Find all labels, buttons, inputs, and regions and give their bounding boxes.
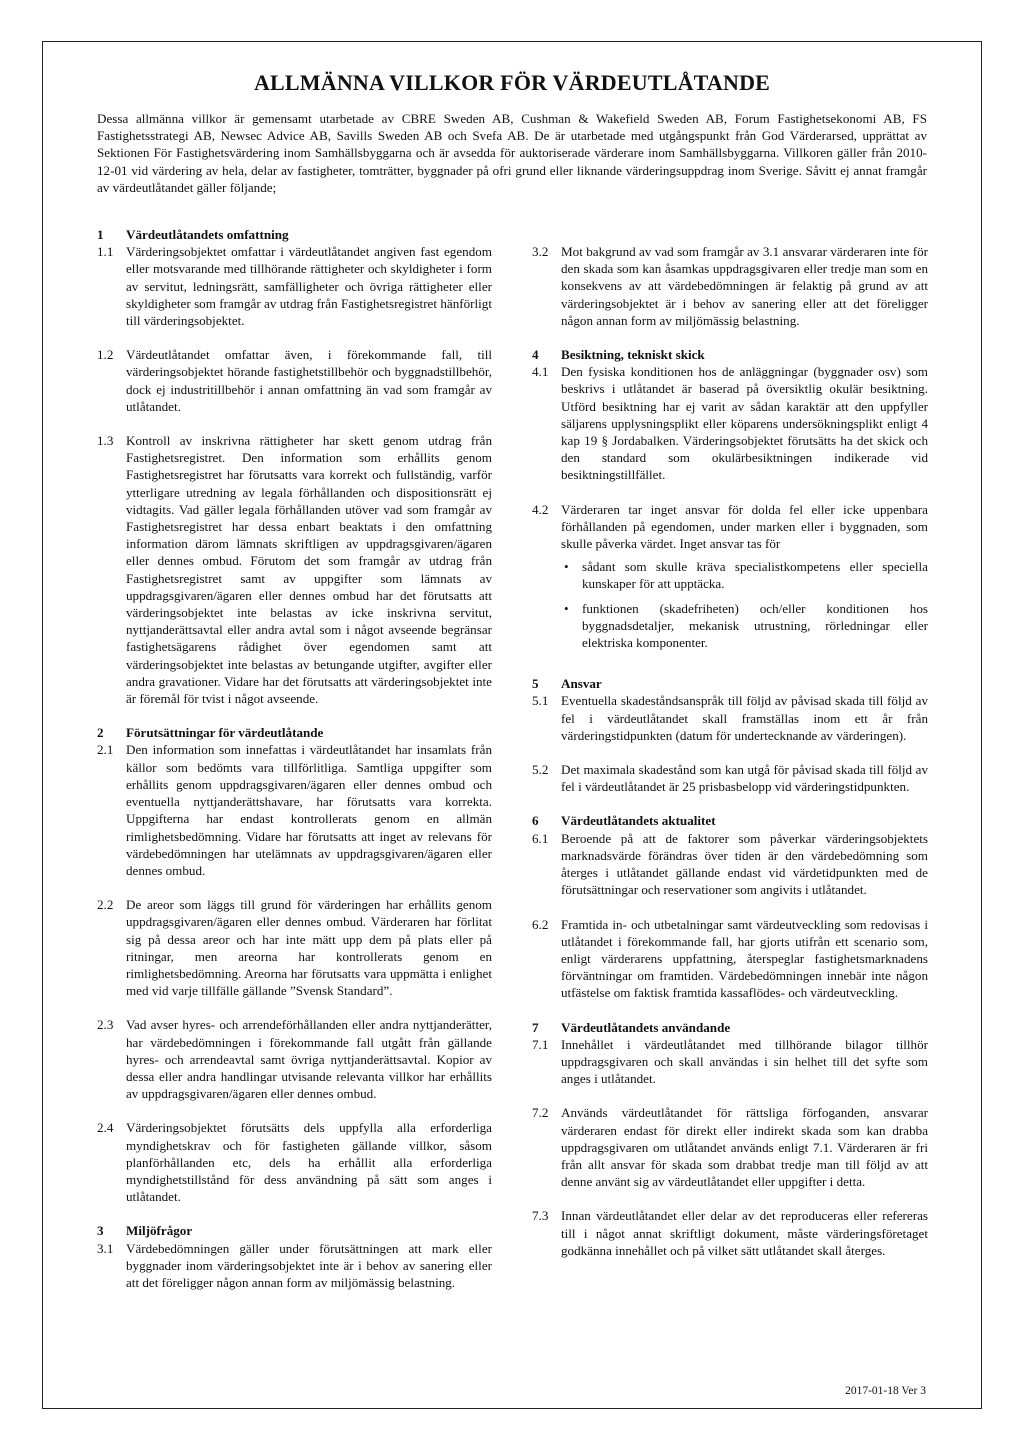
clause-body [561, 501, 928, 659]
clause [97, 1240, 492, 1292]
clause [532, 243, 928, 329]
section-1 [97, 226, 492, 707]
section-4 [532, 346, 928, 658]
section-heading [532, 812, 928, 829]
clause [532, 830, 928, 899]
clause-number: 7.1 [532, 1036, 549, 1052]
bullet-icon: • [564, 600, 569, 616]
clause-text: Det maximala skadestånd som kan utgå för påvisad skada till följd av fel i värdeutlåtandet är 25 prisbasbelopp vid värderingstidpunkten. [561, 762, 928, 795]
clause [532, 501, 928, 659]
clause-number: 6.1 [532, 830, 549, 846]
section-number: 2 [97, 725, 104, 741]
section-number: 5 [532, 676, 539, 692]
clause-number: 1.1 [97, 244, 114, 260]
clause-text: Framtida in- och utbetalningar samt värdeutveckling som redovisas i utlåtandet i förekommande fall, har gjorts utifrån ett scenario som, enligt värderarens uppfattning, återspeglar fastighetsmarknadens förväntningar om framtiden. Värdebedömningen innebär inte någon utfästelse om faktisk framtida kassaflödes- och värdeutveckling. [561, 916, 928, 1001]
clause-number: 5.1 [532, 693, 549, 709]
section-7 [532, 1019, 928, 1259]
clause [532, 1207, 928, 1259]
section-number: 3 [97, 1223, 104, 1239]
clause-number: 4.2 [532, 501, 549, 517]
bullet-item [561, 600, 928, 652]
section-3 [97, 1222, 492, 1291]
clause [97, 432, 492, 707]
clause [97, 741, 492, 879]
section-heading [532, 346, 928, 363]
intro-paragraph: Dessa allmänna villkor är gemensamt utarbetade av CBRE Sweden AB, Cushman & Wakefield Sweden AB, Forum Fastighetsekonomi AB, FS Fastighetsstrategi AB, Newsec Advice AB, Savills Sweden AB och Svefa AB. De är utarbetade med utgångspunkt från God Värderarsed, upprättat av Sektionen För Fastighetsvärdering inom Samhällsbyggarna och är avsedda för auktoriserade värderare inom Samhällsbyggarna. Villkoren gäller från 2010-12-01 vid värdering av hela, delar av fastigheter, tomträtter, byggnader på ofri grund eller liknande värderingsuppdrag inom Sverige. Såvitt ej annat framgår av värdeutlåtandet gäller följande; [97, 111, 927, 195]
clause [532, 761, 928, 795]
clause-text: Den information som innefattas i värdeutlåtandet har insamlats från källor som bedömts vara tillförlitliga. Samtliga uppgifter som erhållits genom uppdragsgivaren/ägaren eller dennes ombud och eventuella nyttjanderättshavare, har förutsatts vara korrekta. Uppgifterna har endast kontrollerats genom en allmän rimlighetsbedömning. Vidare har förutsatts att inget av relevans för värdebedömningen har utelämnats av uppdragsgivaren/ägaren eller dennes ombud. [126, 742, 492, 878]
clause-number: 1.2 [97, 347, 114, 363]
clause-text: Värdeutlåtandet omfattar även, i förekommande fall, till värderingsobjektet hörande fastighetstillbehör och byggnadstillbehör, dock ej industritillbehör i annan omfattning än vad som framgår av utlåtandet. [126, 347, 492, 414]
document-title: ALLMÄNNA VILLKOR FÖR VÄRDEUTLÅTANDE [253, 70, 771, 95]
clause [97, 243, 492, 329]
clause-text: Innehållet i värdeutlåtandet med tillhörande bilagor tillhör uppdragsgivaren och skall användas i sin helhet till det syfte som anges i utlåtandet. [561, 1036, 928, 1087]
section-number: 4 [532, 347, 539, 363]
bullet-item [561, 558, 928, 592]
clause-number: 7.3 [532, 1208, 549, 1224]
section-title: Besiktning, tekniskt skick [561, 347, 705, 363]
clause-number: 2.1 [97, 742, 114, 758]
section-5 [532, 675, 928, 795]
section-6 [532, 812, 928, 1001]
clause-number: 6.2 [532, 916, 549, 932]
clause-text: Värderingsobjektet förutsätts dels uppfylla alla erforderliga myndighetskrav och för fastigheten gällande villkor, såsom planförhållanden etc, dels ha erhållit alla erforderliga myndighetstillstånd för dess användning på sätt som anges i utlåtandet. [126, 1120, 492, 1205]
clause [97, 346, 492, 415]
section-heading [97, 724, 492, 741]
clause-text: Vad avser hyres- och arrendeförhållanden eller andra nyttjanderätter, har värdebedömningen i förekommande fall utgått från gällande hyres- och arrendeavtal samt övriga nyttjanderättsavtal. Kopior av dessa eller andra handlingar utvisande relevanta villkor har erhållits av uppdragsgivaren/ägaren eller dennes ombud. [126, 1017, 492, 1102]
clause [532, 363, 928, 483]
right-column [532, 226, 928, 1276]
section-title: Värdeutlåtandets aktualitet [561, 813, 716, 829]
left-column [97, 226, 492, 1308]
clause [97, 1119, 492, 1205]
clause-number: 7.2 [532, 1105, 549, 1121]
section-heading [97, 1222, 492, 1239]
clause [97, 896, 492, 999]
section-2 [97, 724, 492, 1205]
section-title: Värdeutlåtandets användande [561, 1019, 731, 1035]
clause-number: 2.2 [97, 897, 114, 913]
clause-number: 3.1 [97, 1240, 114, 1256]
section-number: 1 [97, 227, 104, 242]
section-title: Miljöfrågor [126, 1223, 193, 1239]
clause-text: Beroende på att de faktorer som påverkar värderingsobjektets marknadsvärde förändras över tiden är den värdebedömning som återges i utlåtandet gällande endast vid värdetidpunkten med de förutsättningar och reservationer som angivits i utlåtandet. [561, 830, 928, 898]
section-heading [532, 675, 928, 692]
clause-text: De areor som läggs till grund för värderingen har erhållits genom uppdragsgivaren/ägaren eller dennes ombud. Värderaren har förlitat sig på dessa areor och har inte mätt upp dem på plats eller på ritningar, men areorna har kontrollerats genom en rimlighetsbedömning. Areorna har förutsatts vara uppmätta i enlighet med vid varje tillfälle gällande ”Svensk Standard”. [126, 897, 492, 999]
bullet-icon: • [564, 559, 569, 575]
clause-text: Innan värdeutlåtandet eller delar av det reproduceras eller refereras till i något annat skriftligt dokument, måste värderingsföretaget godkänna innehållet och på vilket sätt utlåtandet skall återges. [561, 1208, 928, 1258]
clause-text: Eventuella skadeståndsanspråk till följd av påvisad skada till följd av fel i värdeutlåtandet skall framställas inom ett år från värderingstidpunkten (datum för undertecknande av värderingen). [561, 693, 928, 743]
bullet-text: sådant som skulle kräva specialistkompetens eller speciella kunskaper för att upptäcka. [582, 559, 928, 592]
clause [532, 916, 928, 1002]
clause-text: Värderaren tar inget ansvar för dolda fel eller icke uppenbara förhållanden på egendomen, under marken eller i byggnaden, som skulle påverka värdet. Inget ansvar tas för [561, 501, 928, 552]
clause [97, 1016, 492, 1102]
clause-text: Används värdeutlåtandet för rättsliga förfoganden, ansvarar värderaren endast för direkt eller indirekt skada som kan drabba uppdragsgivaren om utlåtandet används enligt 7.1. Värderaren är fri från allt ansvar för skada som drabbat tredje man till följd av att denne använt sig av värdeutlåtandet eller uppgifter i detta. [561, 1105, 928, 1190]
section-heading [532, 1019, 928, 1036]
section-title: Ansvar [561, 676, 602, 692]
section-title: Värdeutlåtandets omfattning [126, 227, 289, 242]
bullet-list [561, 558, 928, 651]
section-heading [97, 226, 492, 243]
clause [532, 1036, 928, 1088]
clause-number: 5.2 [532, 762, 549, 778]
clause-number: 2.3 [97, 1017, 114, 1033]
clause-number: 2.4 [97, 1120, 114, 1136]
clause [532, 692, 928, 744]
section-title: Förutsättningar för värdeutlåtande [126, 725, 324, 741]
clause-text: Värdebedömningen gäller under förutsättningen att mark eller byggnader inom värderingsobjektet inte är i behov av sanering eller att det föreligger någon annan form av miljömässig belastning. [126, 1240, 492, 1290]
version-footer: 2017-01-18 Ver 3 [845, 1385, 926, 1397]
clause-text: Kontroll av inskrivna rättigheter har skett genom utdrag från Fastighetsregistret. Den information som erhållits genom Fastighetsregistret har förutsatts vara korrekt och fullständig, varför ytterligare utredning av legala förhållanden och dispositionsrätt ej vidtagits. Vad gäller legala förhållanden utöver vad som framgår av Fastighetsregistret har dessa enbart beaktats i den omfattning information därom lämnats skriftligen av uppdragsgivaren/ägaren eller dennes ombud. Förutom det som framgår av utdrag från Fastighetsregistret samt av uppgifter som lämnats av uppdragsgivaren/ägaren eller dennes ombud har det förutsatts att värderingsobjektet inte belastas av icke inskrivna servitut, nyttjanderättsavtal eller andra avtal som i något avseende begränsar fastighetsägarens rådighet över egendomen samt att värderingsobjektet inte belastas av betungande utgifter, avgifter eller andra gravationer. Vidare har det förutsatts att värderingsobjektet inte är föremål för tvist i något avseende. [126, 433, 492, 707]
clause [532, 1104, 928, 1190]
clause-number: 1.3 [97, 433, 114, 449]
section-number: 7 [532, 1019, 539, 1035]
section-3-continued [532, 226, 928, 329]
clause-number: 4.1 [532, 364, 549, 380]
section-number: 6 [532, 813, 539, 829]
clause-text: Värderingsobjektet omfattar i värdeutlåtandet angiven fast egendom eller motsvarande med tillhörande rättigheter och skyldigheter i form av servitut, ledningsrätt, samfälligheter och övriga rättigheter eller skyldigheter som framgår av utdrag från Fastighetsregistret hänförligt till värderingsobjektet. [126, 244, 492, 329]
clause-number: 3.2 [532, 244, 549, 259]
clause-text: Mot bakgrund av vad som framgår av 3.1 ansvarar värderaren inte för den skada som kan åsamkas uppdragsgivaren eller tredje man som en konsekvens av att värdebedömningen är felaktig på grund av att värderingsobjektet är i behov av sanering eller att det föreligger någon annan form av miljömässig belastning. [561, 244, 928, 328]
clause-text: Den fysiska konditionen hos de anläggningar (byggnader osv) som beskrivs i utlåtandet är baserad på översiktlig okulär besiktning. Utförd besiktning har ej varit av sådan karaktär att den uppfyller säljarens upplysningsplikt eller köparens undersökningsplikt enligt 4 kap 19 § Jordabalken. Värderingsobjektet förutsätts ha det skick och den standard som okulärbesiktningen indikerade vid besiktningstillfället. [561, 364, 928, 483]
bullet-text: funktionen (skadefriheten) och/eller konditionen hos byggnadsdetaljer, mekanisk utrustning, rörledningar eller elektriska komponenter. [582, 600, 928, 651]
